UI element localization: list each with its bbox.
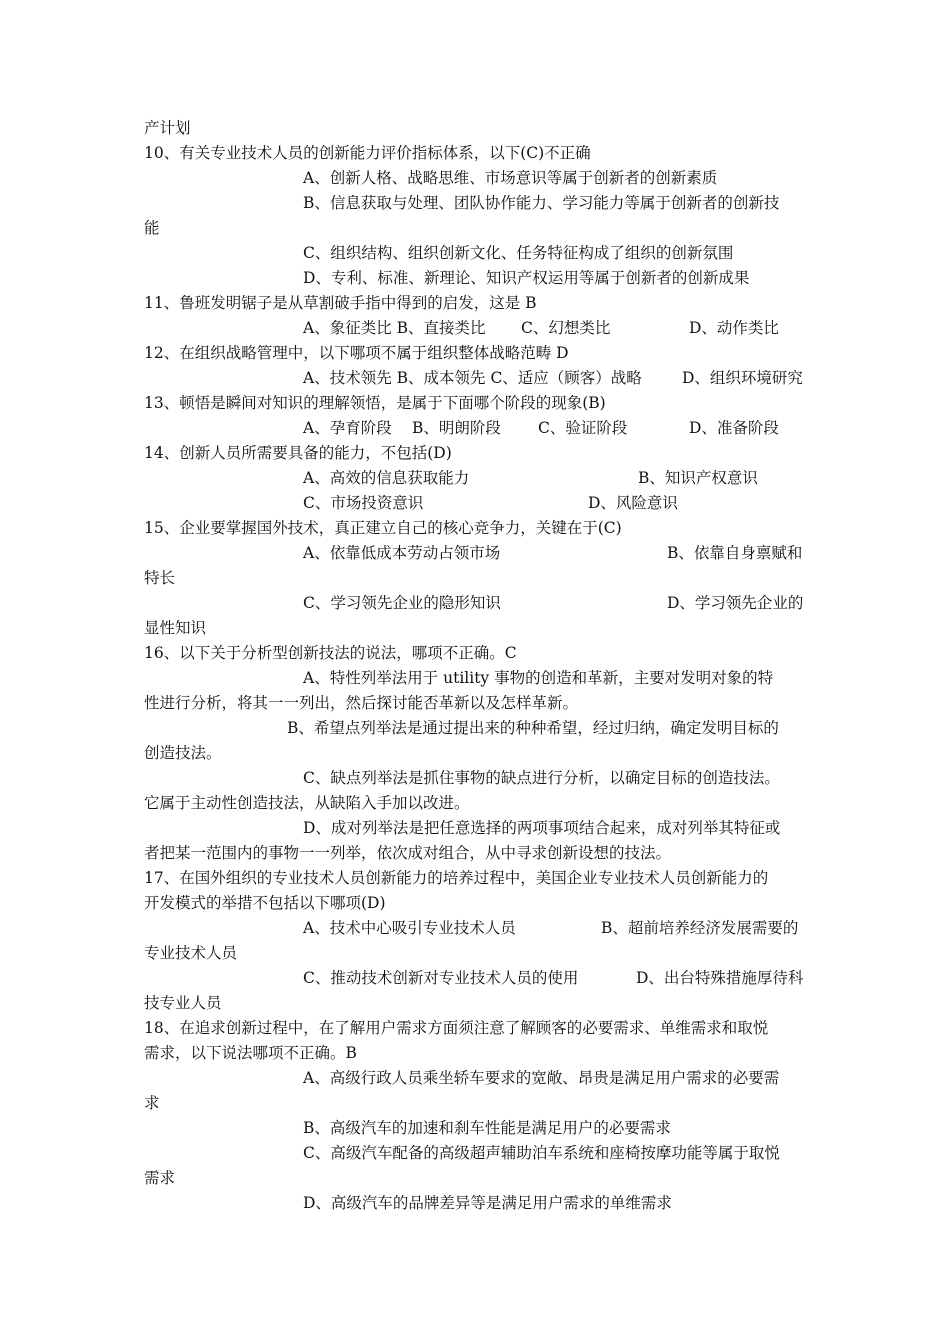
question-11: 11、鲁班发明锯子是从草割破手指中得到的启发，这是 B bbox=[144, 294, 537, 312]
text-line: 求 bbox=[144, 1094, 160, 1112]
options-row bbox=[0, 591, 950, 616]
question-14: 14、创新人员所需要具备的能力，不包括(D) bbox=[144, 444, 452, 462]
option-c: C、推动技术创新对专业技术人员的使用 bbox=[303, 969, 579, 987]
option-b: B、超前培养经济发展需要的 bbox=[601, 919, 799, 937]
option-d: D、风险意识 bbox=[588, 494, 678, 512]
option-d: D、成对列举法是把任意选择的两项事项结合起来，成对列举其特征或 bbox=[303, 819, 781, 837]
option-d: D、高级汽车的品牌差异等是满足用户需求的单维需求 bbox=[303, 1194, 672, 1212]
options-row bbox=[0, 366, 950, 391]
option-ab: A、象征类比 B、直接类比 bbox=[303, 319, 486, 337]
options-row bbox=[0, 491, 950, 516]
option-a: A、特性列举法用于 utility 事物的创造和革新，主要对发明对象的特 bbox=[303, 669, 774, 687]
text-line: 特长 bbox=[144, 569, 176, 587]
option-b: B、明朗阶段 bbox=[412, 419, 501, 437]
option-abc: A、技术领先 B、成本领先 C、适应（顾客）战略 bbox=[303, 369, 642, 387]
option-c: C、组织结构、组织创新文化、任务特征构成了组织的创新氛围 bbox=[303, 244, 734, 262]
option-a: A、高级行政人员乘坐轿车要求的宽敞、昂贵是满足用户需求的必要需 bbox=[303, 1069, 780, 1087]
text-line: 创造技法。 bbox=[144, 744, 222, 762]
question-16: 16、以下关于分析型创新技法的说法，哪项不正确。C bbox=[144, 644, 517, 662]
option-b: B、希望点列举法是通过提出来的种种希望，经过归纳，确定发明目标的 bbox=[287, 719, 779, 737]
text-line: 能 bbox=[144, 219, 160, 237]
question-10: 10、有关专业技术人员的创新能力评价指标体系，以下(C)不正确 bbox=[144, 144, 591, 162]
options-row bbox=[0, 541, 950, 566]
text-line: 者把某一范围内的事物一一列举，依次成对组合，从中寻求创新设想的技法。 bbox=[144, 844, 672, 862]
question-18: 18、在追求创新过程中，在了解用户需求方面须注意了解顾客的必要需求、单维需求和取悦 bbox=[144, 1019, 769, 1037]
option-c: C、市场投资意识 bbox=[303, 494, 424, 512]
option-d: D、学习领先企业的 bbox=[667, 594, 804, 612]
option-c: C、缺点列举法是抓住事物的缺点进行分析，以确定目标的创造技法。 bbox=[303, 769, 780, 787]
option-d: D、动作类比 bbox=[689, 319, 779, 337]
option-b: B、知识产权意识 bbox=[638, 469, 758, 487]
text-line: 显性知识 bbox=[144, 619, 207, 637]
options-row bbox=[0, 316, 950, 341]
question-12: 12、在组织战略管理中，以下哪项不属于组织整体战略范畴 D bbox=[144, 344, 569, 362]
option-c: C、高级汽车配备的高级超声辅助泊车系统和座椅按摩功能等属于取悦 bbox=[303, 1144, 780, 1162]
option-b: B、信息获取与处理、团队协作能力、学习能力等属于创新者的创新技 bbox=[303, 194, 780, 212]
option-b: B、高级汽车的加速和刹车性能是满足用户的必要需求 bbox=[303, 1119, 671, 1137]
option-a: A、孕育阶段 bbox=[303, 419, 392, 437]
option-a: A、创新人格、战略思维、市场意识等属于创新者的创新素质 bbox=[303, 169, 718, 187]
option-d: D、出台特殊措施厚待科 bbox=[636, 969, 804, 987]
option-d: D、准备阶段 bbox=[689, 419, 779, 437]
text-line: 需求 bbox=[144, 1169, 176, 1187]
options-row bbox=[0, 966, 950, 991]
text-line: 专业技术人员 bbox=[144, 944, 238, 962]
options-row bbox=[0, 416, 950, 441]
text-line: 开发模式的举措不包括以下哪项(D) bbox=[144, 894, 386, 912]
option-b: B、依靠自身禀赋和 bbox=[667, 544, 803, 562]
question-13: 13、顿悟是瞬间对知识的理解领悟，是属于下面哪个阶段的现象(B) bbox=[144, 394, 606, 412]
option-d: D、组织环境研究 bbox=[682, 369, 803, 387]
text-line: 技专业人员 bbox=[144, 994, 222, 1012]
options-row bbox=[0, 466, 950, 491]
option-c: C、幻想类比 bbox=[521, 319, 611, 337]
question-17: 17、在国外组织的专业技术人员创新能力的培养过程中，美国企业专业技术人员创新能力的 bbox=[144, 869, 769, 887]
option-d: D、专利、标准、新理论、知识产权运用等属于创新者的创新成果 bbox=[303, 269, 750, 287]
option-a: A、技术中心吸引专业技术人员 bbox=[303, 919, 516, 937]
text-line: 它属于主动性创造技法，从缺陷入手加以改进。 bbox=[144, 794, 470, 812]
option-c: C、学习领先企业的隐形知识 bbox=[303, 594, 501, 612]
option-c: C、验证阶段 bbox=[538, 419, 628, 437]
options-row bbox=[0, 916, 950, 941]
option-a: A、高效的信息获取能力 bbox=[303, 469, 470, 487]
text-line: 产计划 bbox=[144, 119, 191, 137]
text-line: 需求，以下说法哪项不正确。B bbox=[144, 1044, 357, 1062]
question-15: 15、企业要掌握国外技术，真正建立自己的核心竞争力，关键在于(C) bbox=[144, 519, 622, 537]
option-a: A、依靠低成本劳动占领市场 bbox=[303, 544, 501, 562]
text-line: 性进行分析，将其一一列出，然后探讨能否革新以及怎样革新。 bbox=[144, 694, 579, 712]
